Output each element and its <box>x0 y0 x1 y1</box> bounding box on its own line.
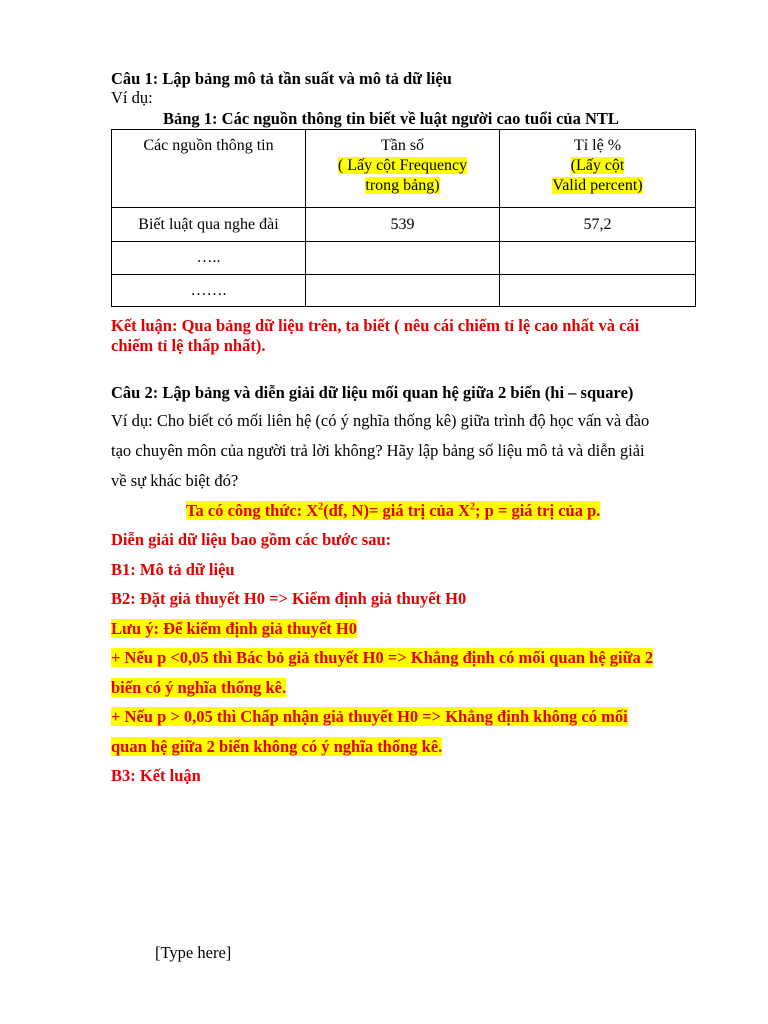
rule-1-line-2 <box>111 678 286 698</box>
formula-part-2: (df, N)= giá trị của X <box>323 501 471 520</box>
q1-conclusion-line-2: chiếm tỉ lệ thấp nhất). <box>111 336 266 355</box>
q1-conclusion-line-1: Kết luận: Qua bảng dữ liệu trên, ta biết ( nêu cái chiếm tỉ lệ cao nhất và cái <box>111 316 640 335</box>
header-frequency-note-2: trong bảng) <box>365 177 440 194</box>
formula-line <box>186 501 600 521</box>
q2-title: Câu 2: Lập bảng và diễn giải dữ liệu mối quan hệ giữa 2 biến (hi – square) <box>111 383 634 402</box>
rule-2-line-1 <box>111 707 628 727</box>
header-cell-percent <box>500 130 696 208</box>
table-cell: ….. <box>112 242 306 275</box>
table-cell: 539 <box>306 208 500 242</box>
rule-2-text-2: quan hệ giữa 2 biến không có ý nghĩa thống kê. <box>111 737 443 756</box>
table-cell <box>500 275 696 307</box>
table-cell: ……. <box>112 275 306 307</box>
table-cell <box>306 275 500 307</box>
rule-1-line-1 <box>111 648 653 668</box>
steps-intro: Diễn giải dữ liệu bao gồm các bước sau: <box>111 530 392 549</box>
frequency-table <box>111 129 696 307</box>
header-frequency-note-1: ( Lấy cột Frequency <box>337 157 468 174</box>
table-row <box>112 275 696 307</box>
q1-title: Câu 1: Lập bảng mô tả tần suất và mô tả dữ liệu <box>111 69 452 88</box>
note-text: Lưu ý: Để kiểm định giả thuyết H0 <box>111 619 357 638</box>
table-header-row <box>112 130 696 208</box>
rule-2-line-2 <box>111 737 442 757</box>
header-percent-label: Tỉ lệ % <box>573 137 622 154</box>
formula-superscript-2: 2 <box>470 501 476 513</box>
table-cell: Biết luật qua nghe đài <box>112 208 306 242</box>
formula-superscript-1: 2 <box>318 501 324 513</box>
table-caption: Bảng 1: Các nguồn thông tin biết về luật người cao tuổi của NTL <box>163 109 619 128</box>
header-frequency-label: Tần số <box>380 137 425 154</box>
q2-example-line-2: tạo chuyên môn của người trả lời không? Hãy lập bảng số liệu mô tả và diễn giải <box>111 441 645 460</box>
footer-placeholder[interactable]: [Type here] <box>155 943 232 962</box>
header-cell-sources <box>112 130 306 208</box>
table-cell: 57,2 <box>500 208 696 242</box>
table-row <box>112 242 696 275</box>
table-cell <box>306 242 500 275</box>
header-cell-frequency <box>306 130 500 208</box>
step-b3: B3: Kết luận <box>111 766 201 785</box>
note-line <box>111 619 357 639</box>
formula-part-1: Ta có công thức: X <box>186 501 319 520</box>
q2-example-line-1: Ví dụ: Cho biết có mối liên hệ (có ý nghĩa thống kê) giữa trình độ học vấn và đào <box>111 411 650 430</box>
table-row <box>112 208 696 242</box>
rule-1-text-1: + Nếu p <0,05 thì Bác bỏ giả thuyết H0 => Khẳng định có mối quan hệ giữa 2 <box>111 648 654 667</box>
q1-example-label: Ví dụ: <box>111 88 153 107</box>
step-b1: B1: Mô tả dữ liệu <box>111 560 235 579</box>
header-percent-note-2: Valid percent) <box>552 177 643 194</box>
rule-1-text-2: biến có ý nghĩa thống kê. <box>111 678 287 697</box>
step-b2: B2: Đặt giả thuyết H0 => Kiểm định giả thuyết H0 <box>111 589 467 608</box>
formula-part-3: ; p = giá trị của p. <box>475 501 601 520</box>
table-cell <box>500 242 696 275</box>
rule-2-text-1: + Nếu p > 0,05 thì Chấp nhận giả thuyết H0 => Khẳng định không có mối <box>111 707 628 726</box>
q2-example-line-3: về sự khác biệt đó? <box>111 471 239 490</box>
header-percent-note-1: (Lấy cột <box>570 157 625 174</box>
header-sources-label: Các nguồn thông tin <box>143 137 274 154</box>
